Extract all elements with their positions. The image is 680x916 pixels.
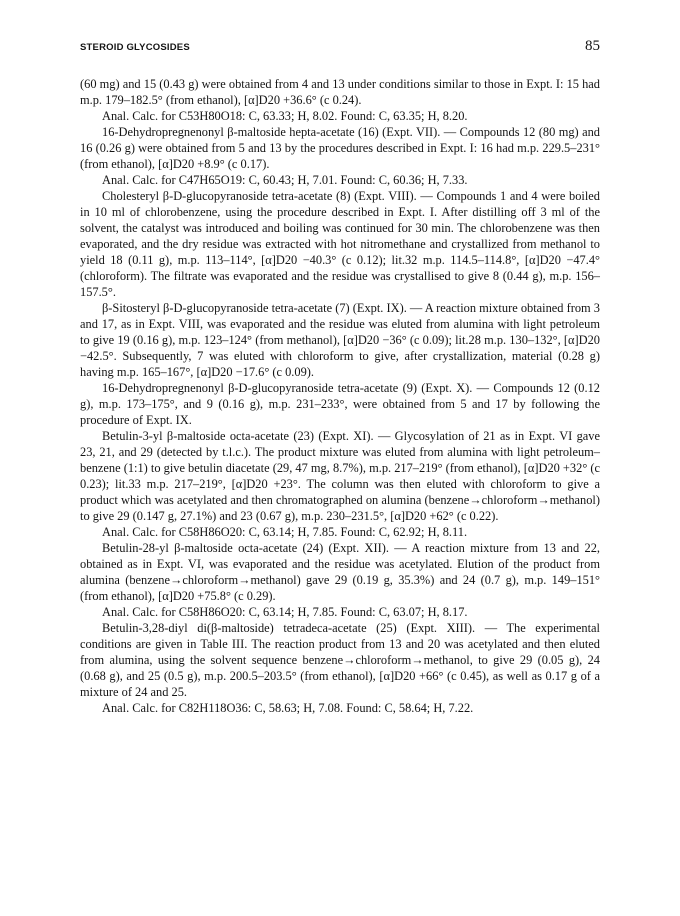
analysis-line: Anal. Calc. for C53H80O18: C, 63.33; H, 8.02. Found: C, 63.35; H, 8.20. (102, 109, 468, 123)
paragraph-expt-viii: Cholesteryl β-D-glucopyranoside tetra-acetate (8) (Expt. VIII). — Compounds 1 and 4 were boiled in 10 ml of chlorobenzene, using the procedure described in Expt. I. After distilling off 3 ml of the solvent, the catalyst was introduced and boiling was continued for 30 min. The chlorobenzene was then evaporated, and the dry residue was extracted with hot nitromethane and crystallized from methanol to yield 18 (0.11 g), m.p. 113–114°, [α]D20 −40.3° (c 0.12); lit.32 m.p. 114.5–114.8°, [α]D20 −47.4° (chloroform). The filtrate was evaporated and the residue was crystallised to give 8 (0.44 g), m.p. 156–157.5°. (80, 189, 600, 299)
paragraph-expt-ix: β-Sitosteryl β-D-glucopyranoside tetra-acetate (7) (Expt. IX). — A reaction mixture obtained from 3 and 17, as in Expt. VIII, was evaporated and the residue was eluted from alumina with light petroleum to give 19 (0.16 g), m.p. 123–124° (from methanol), [α]D20 −36° (c 0.09); lit.28 m.p. 130–132°, [α]D20 −42.5°. Subsequently, 7 was eluted with chloroform to give, after crystallization, material (0.28 g) having m.p. 165–167°, [α]D20 −17.6° (c 0.09). (80, 301, 600, 379)
paragraph: (60 mg) and 15 (0.43 g) were obtained from 4 and 13 under conditions similar to those in Expt. I: 15 had m.p. 179–182.5° (from ethanol), [α]D20 +36.6° (c 0.24). (80, 77, 600, 107)
page-number: 85 (585, 38, 600, 54)
analysis-line: Anal. Calc. for C47H65O19: C, 60.43; H, 7.01. Found: C, 60.36; H, 7.33. (102, 173, 468, 187)
running-head: STEROID GLYCOSIDES (80, 42, 190, 53)
paragraph-expt-vii: 16-Dehydropregnenonyl β-maltoside hepta-acetate (16) (Expt. VII). — Compounds 12 (80 mg) and 16 (0.26 g) were obtained from 5 and 13 by the procedures described in Expt. I: 16 had m.p. 229.5–231° (from ethanol), [α]D20 +8.9° (c 0.17). (80, 125, 600, 171)
paragraph-expt-xiii: Betulin-3,28-diyl di(β-maltoside) tetradeca-acetate (25) (Expt. XIII). — The experimental conditions are given in Table III. The reaction product from 13 and 20 was acetylated and then eluted from alumina, using the solvent sequence benzene→chloroform→methanol, to give 29 (0.05 g), 24 (0.68 g), and 25 (0.5 g), m.p. 200.5–203.5° (from ethanol), [α]D20 +66° (c 0.45), as well as 0.17 g of a mixture of 24 and 25. (80, 621, 600, 699)
paragraph-expt-x: 16-Dehydropregnenonyl β-D-glucopyranoside tetra-acetate (9) (Expt. X). — Compounds 12 (0.12 g), m.p. 173–175°, and 9 (0.16 g), m.p. 231–233°, were obtained from 5 and 17 by following the procedure of Expt. IX. (80, 381, 600, 427)
body-text (80, 76, 600, 716)
analysis-line: Anal. Calc. for C58H86O20: C, 63.14; H, 7.85. Found: C, 62.92; H, 8.11. (102, 525, 468, 539)
analysis-line: Anal. Calc. for C58H86O20: C, 63.14; H, 7.85. Found: C, 63.07; H, 8.17. (102, 605, 468, 619)
paragraph-expt-xii: Betulin-28-yl β-maltoside octa-acetate (24) (Expt. XII). — A reaction mixture from 13 and 22, obtained as in Expt. VI, was evaporated and the residue was acetylated. Elution of the product from alumina (benzene→chloroform→methanol) gave 29 (0.19 g, 35.3%) and 24 (0.7 g), m.p. 149–151° (from ethanol), [α]D20 +75.8° (c 0.29). (80, 541, 600, 603)
page-header (80, 38, 600, 58)
paragraph-expt-xi: Betulin-3-yl β-maltoside octa-acetate (23) (Expt. XI). — Glycosylation of 21 as in Expt. VI gave 23, 21, and 29 (detected by t.l.c.). The product mixture was eluted from alumina with light petroleum–benzene (1:1) to give betulin diacetate (29, 47 mg, 8.7%), m.p. 217–219° (from ethanol), [α]D20 +32° (c 0.23); lit.33 m.p. 217–219°, [α]D20 +23°. The column was then eluted with chloroform to give a product which was acetylated and then chromatographed on alumina (benzene→chloroform→methanol) to give 29 (0.147 g, 27.1%) and 23 (0.67 g), m.p. 230–231.5°, [α]D20 +62° (c 0.22). (80, 429, 600, 523)
analysis-line: Anal. Calc. for C82H118O36: C, 58.63; H, 7.08. Found: C, 58.64; H, 7.22. (102, 701, 474, 715)
